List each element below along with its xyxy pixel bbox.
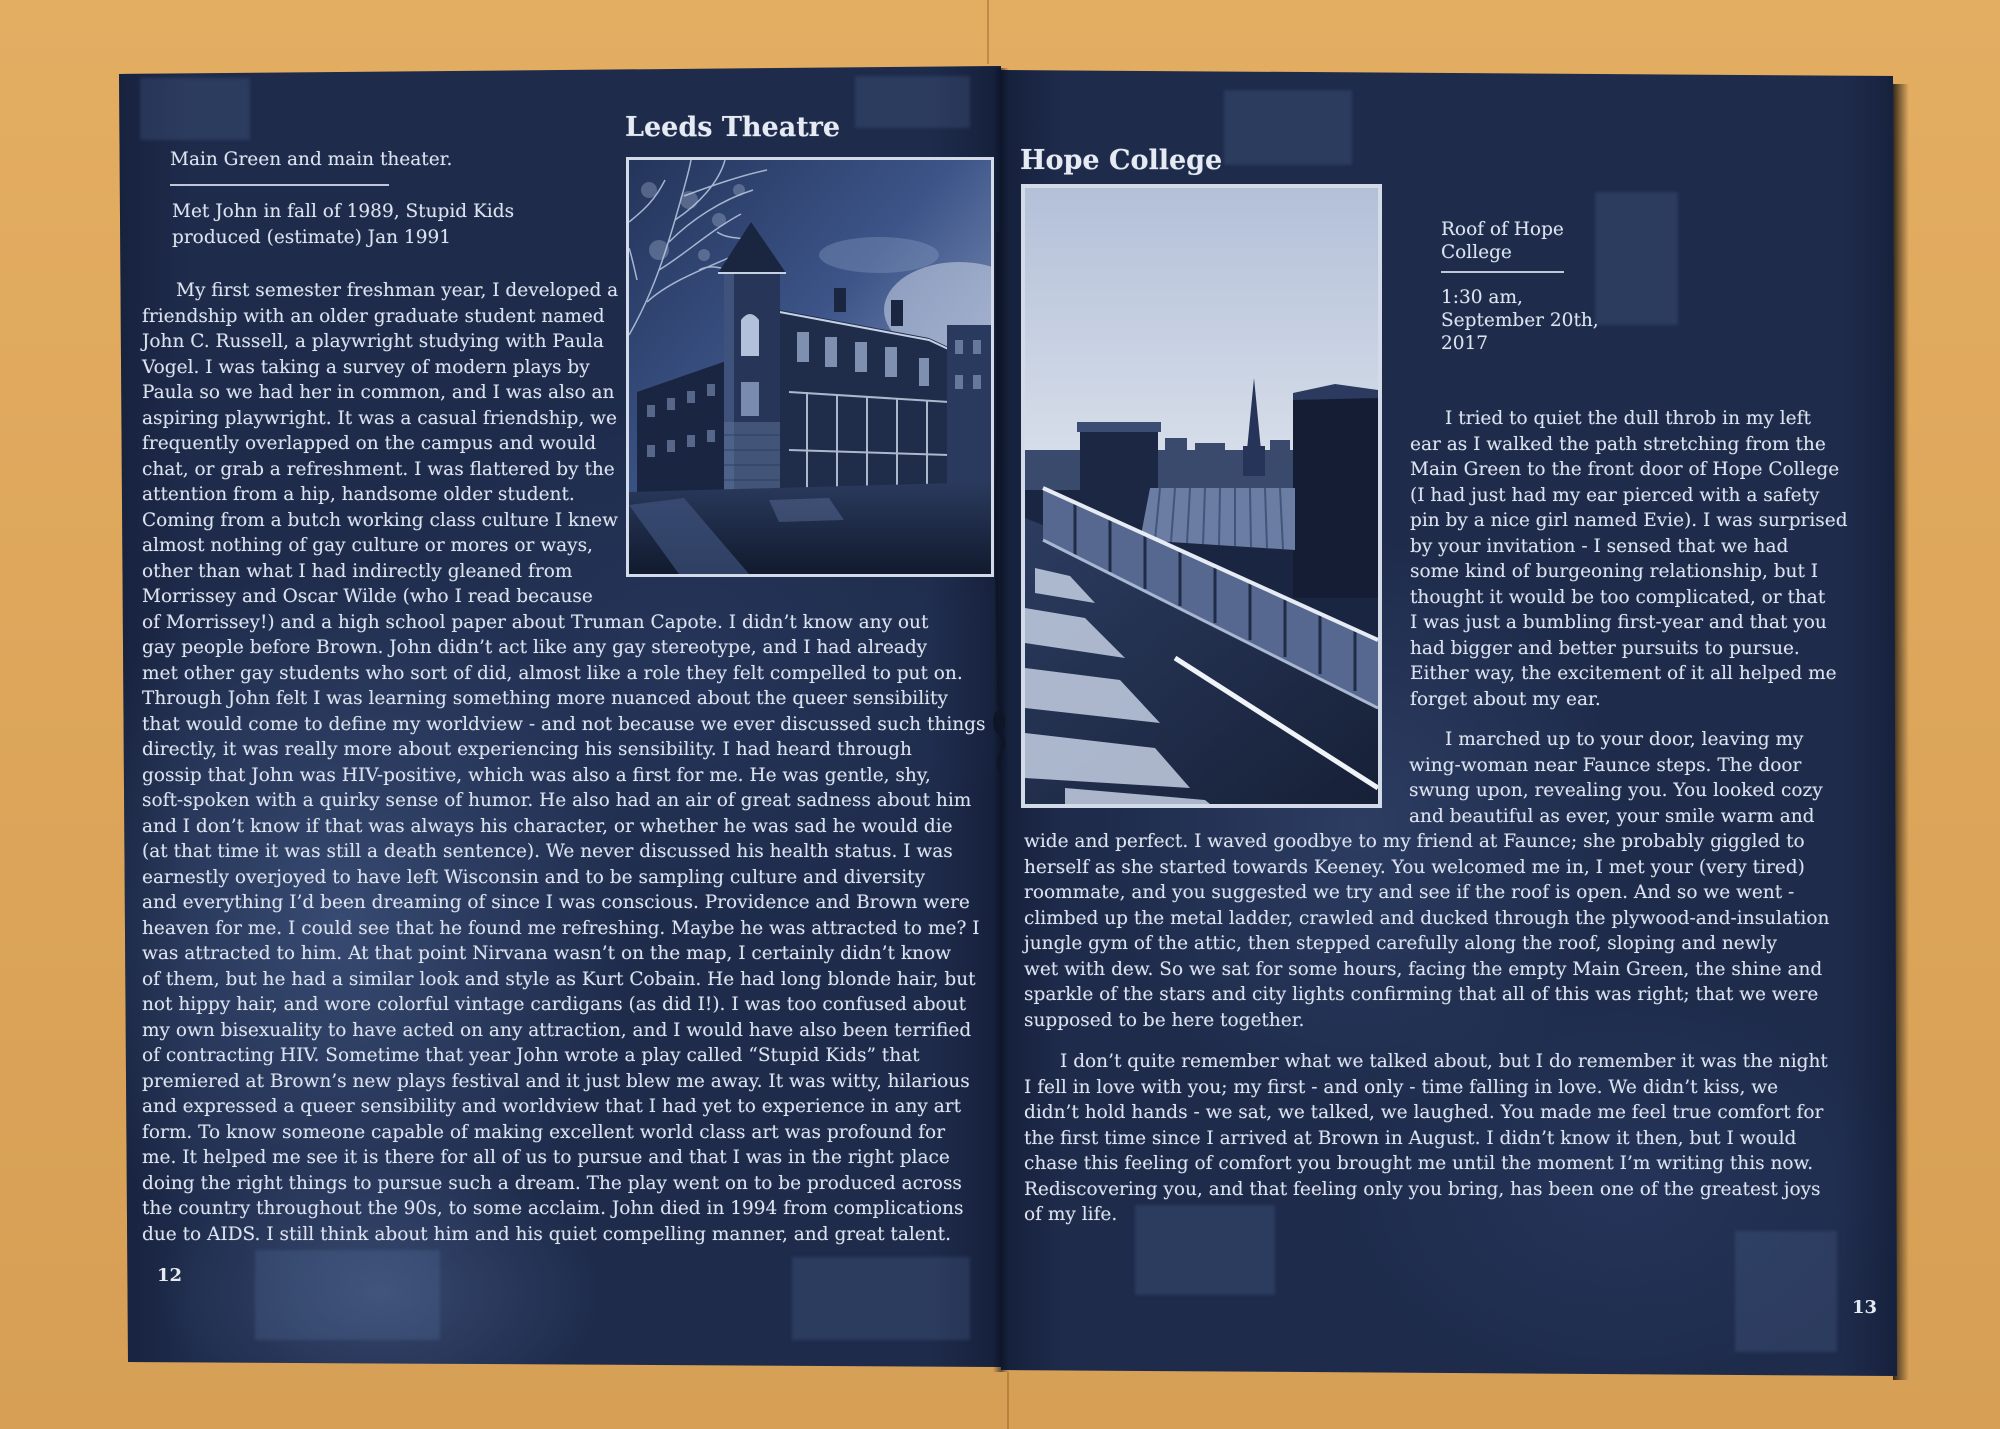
body-line: wing-woman near Faunce steps. The door (1409, 754, 1802, 776)
body-line: herself as she started towards Keeney. You welcomed me in, I met your (very tired) (1024, 856, 1805, 878)
body-line: pin by a nice girl named Evie). I was surprised (1410, 510, 1848, 531)
body-line: Paula so we had her in common, and I was also an (142, 382, 615, 403)
body-line: aspiring playwright. It was a casual friendship, we (142, 407, 617, 429)
body-line: (at that time it was still a death sentence). We never discussed his health status. I was (142, 841, 953, 862)
body-line: me. It helped me see it is there for all of us to pursue and that I was in the right place (142, 1147, 950, 1168)
body-line: heaven for me. I could see that he found me refreshing. Maybe he was attracted to me? I (142, 917, 980, 939)
body-line: roommate, and you suggested we try and see if the roof is open. And so we went - (1024, 882, 1795, 903)
body-line: almost nothing of gay culture or mores or ways, (142, 535, 593, 556)
body-line: Either way, the excitement of it all helped me (1410, 663, 1837, 684)
envelope-fold-top (987, 0, 989, 64)
body-line: didn’t hold hands - we sat, we talked, we laughed. You made me feel true comfort for (1024, 1102, 1824, 1123)
body-line: other than what I had indirectly gleaned from (142, 560, 573, 582)
body-line: not hippy hair, and wore colorful vintage cardigans (as did I!). I was too confused about (142, 994, 967, 1015)
body-line: due to AIDS. I still think about him and his quiet compelling manner, and great talent. (142, 1223, 951, 1245)
body-line: friendship with an older graduate student named (142, 305, 605, 327)
body-line: and expressed a queer sensibility and worldview that I had yet to experience in any art (142, 1096, 962, 1117)
body-line: doing the right things to pursue such a dream. The play went on to be produced across (142, 1172, 962, 1194)
envelope-fold-bottom (1007, 1372, 1009, 1429)
page-number-right: 13 (1852, 1297, 1878, 1318)
body-line: the first time since I arrived at Brown in August. I didn’t know it then, but I would (1024, 1127, 1797, 1149)
body-line: attention from a hip, handsome older student. (142, 484, 575, 505)
caption-line: 1:30 am, (1441, 287, 1523, 308)
body-line: and beautiful as ever, your smile warm and (1409, 805, 1815, 827)
body-line: Through John felt I was learning something more nuanced about the queer sensibility (142, 688, 948, 709)
caption-line: 2017 (1441, 333, 1489, 354)
body-line: Vogel. I was taking a survey of modern plays by (142, 356, 590, 378)
body-line: wet with dew. So we sat for some hours, facing the empty Main Green, the shine and (1024, 958, 1823, 980)
light-patch (140, 78, 250, 140)
body-line: My first semester freshman year, I developed a (176, 280, 619, 301)
caption-location (170, 147, 452, 173)
body-line: of my life. (1024, 1204, 1118, 1225)
roof-building (1293, 393, 1378, 598)
binding-thread (984, 232, 1014, 772)
caption-line: produced (estimate) Jan 1991 (172, 226, 451, 248)
body-line: soft-spoken with a quirky sense of humor. He also had an air of great sadness about him (142, 790, 972, 811)
caption-line: Main Green and main theater. (170, 149, 453, 170)
body-line: that would come to define my worldview - and not because we ever discussed such things (142, 713, 986, 735)
body-line: jungle gym of the attic, then stepped carefully along the roof, sloping and newly (1024, 933, 1777, 954)
body-line: earnestly overjoyed to have left Wisconsin and to be sampling culture and diversity (142, 866, 926, 888)
page-number-left: 12 (157, 1265, 183, 1286)
body-line: gay people before Brown. John didn’t act like any gay stereotype, and I had already (142, 637, 928, 658)
body-line: form. To know someone capable of making excellent world class art was profound for (142, 1121, 946, 1143)
body-line: I fell in love with you; my first - and only - time falling in love. We didn’t kiss, we (1024, 1076, 1779, 1098)
body-line: John C. Russell, a playwright studying with Paula (142, 331, 604, 352)
body-line: Morrissey and Oscar Wilde (who I read because (142, 586, 593, 607)
body-line: sparkle of the stars and city lights confirming that all of this was right; that we were (1024, 984, 1819, 1005)
right-paragraph-1 (1410, 406, 1848, 712)
body-line: some kind of burgeoning relationship, but I (1410, 561, 1819, 582)
body-line: was attracted to him. At that point Nirvana wasn’t on the map, I certainly didn’t know (142, 943, 951, 964)
body-line: swung upon, revealing you. You looked cozy (1409, 780, 1823, 801)
body-line: I was just a bumbling first-year and that you (1410, 612, 1827, 633)
body-line: the country throughout the 90s, to some acclaim. John died in 1994 from complications (142, 1198, 964, 1219)
caption-rule (1441, 271, 1564, 273)
body-line: climbed up the metal ladder, crawled and ducked through the plywood-and-insulation (1024, 907, 1830, 929)
body-line: had bigger and better pursuits to pursue. (1410, 637, 1800, 659)
body-line: thought it would be too complicated, or that (1410, 586, 1826, 608)
caption-location (1441, 218, 1564, 264)
body-line: Main Green to the front door of Hope College (1410, 459, 1840, 480)
right-paragraph-3 (1024, 1049, 1828, 1228)
body-line: supposed to be here together. (1024, 1009, 1305, 1031)
light-patch (1595, 192, 1678, 325)
body-line: premiered at Brown’s new plays festival and it just blew me away. It was witty, hilarious (142, 1070, 970, 1092)
body-line: directly, it was really more about experiencing his sensibility. I had heard through (142, 739, 912, 760)
body-line: by your invitation - I sensed that we had (1410, 535, 1789, 557)
body-line: of contracting HIV. Sometime that year John wrote a play called “Stupid Kids” that (142, 1045, 920, 1066)
body-line: forget about my ear. (1410, 688, 1601, 710)
page-title-leeds-theatre: Leeds Theatre (625, 112, 841, 143)
body-line: Coming from a butch working class culture I knew (142, 509, 618, 531)
body-line: wide and perfect. I waved goodbye to my friend at Faunce; she probably giggled to (1024, 831, 1805, 852)
body-line: frequently overlapped on the campus and would (142, 433, 597, 454)
caption-date (1441, 286, 1599, 355)
body-line: chase this feeling of comfort you brought me until the moment I’m writing this now. (1024, 1153, 1814, 1174)
body-line: met other gay students who sort of did, almost like a role they felt compelled to put on. (142, 662, 963, 684)
body-line: Rediscovering you, and that feeling only you bring, has been one of the greatest joys (1024, 1178, 1821, 1200)
body-line: I marched up to your door, leaving my (1445, 729, 1804, 750)
caption-line: September 20th, (1441, 310, 1599, 331)
photo-hope-college-roof (1021, 184, 1382, 808)
caption-date (172, 199, 514, 250)
body-line: I tried to quiet the dull throb in my left (1445, 408, 1811, 429)
page-title-hope-college: Hope College (1020, 145, 1223, 176)
light-patch (792, 1257, 970, 1340)
caption-rule (170, 184, 389, 186)
body-line: ear as I walked the path stretching from the (1410, 433, 1826, 455)
body-line: my own bisexuality to have acted on any attraction, and I would have also been terrified (142, 1019, 972, 1041)
body-line: (I had just had my ear pierced with a safety (1410, 484, 1820, 506)
body-line: and everything I’d been dreaming of since I was conscious. Providence and Brown were (142, 892, 970, 913)
body-line: I don’t quite remember what we talked about, but I do remember it was the night (1060, 1051, 1828, 1072)
light-patch (1735, 1231, 1837, 1352)
body-line: of Morrissey!) and a high school paper about Truman Capote. I didn’t know any out (142, 611, 929, 633)
light-patch (1224, 90, 1352, 165)
body-line: chat, or grab a refreshment. I was flattered by the (142, 458, 615, 480)
body-line: gossip that John was HIV-positive, which was also a first for me. He was gentle, shy, (142, 764, 931, 786)
light-patch (255, 1250, 440, 1340)
left-body-text (142, 278, 986, 1247)
right-paragraph-2 (1024, 727, 1829, 1033)
body-line: and I don’t know if that was always his character, or whether he was sad he would die (142, 815, 953, 837)
caption-line: Met John in fall of 1989, Stupid Kids (172, 201, 515, 222)
body-line: of them, but he had a similar look and style as Kurt Cobain. He had long blonde hair, but (142, 968, 976, 990)
caption-line: College (1441, 242, 1512, 263)
light-patch (855, 76, 970, 128)
caption-line: Roof of Hope (1441, 219, 1564, 240)
